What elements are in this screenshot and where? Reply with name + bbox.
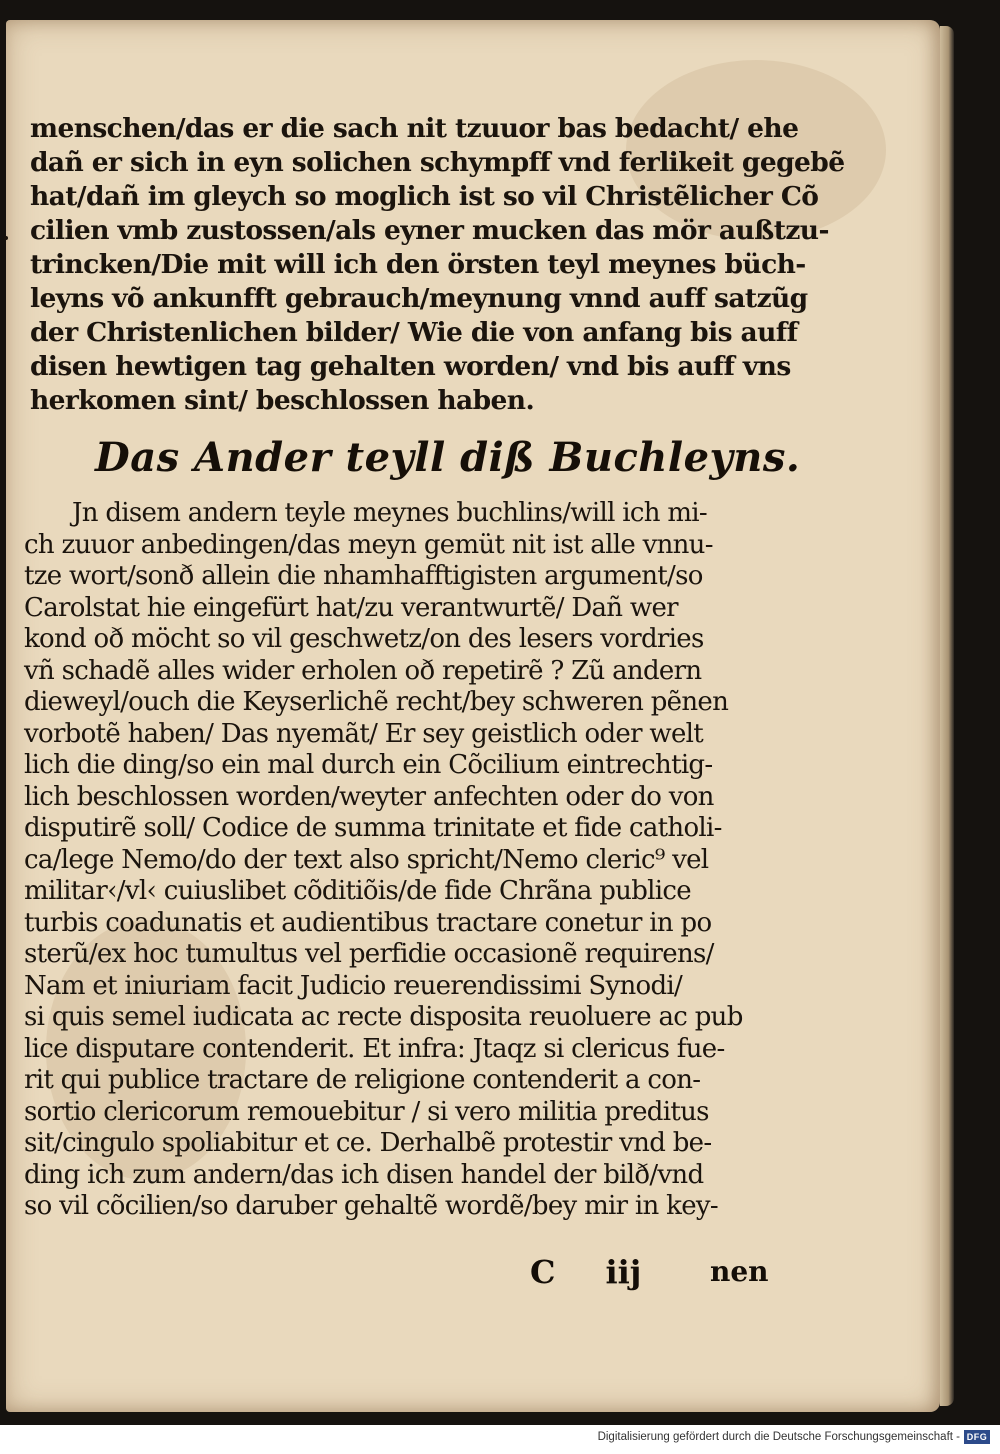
text-line: ca/lege Nemo/do der text also spricht/Nemo cleric⁹ vel <box>24 844 709 875</box>
text-line: ding ich zum andern/das ich disen handel der bilð/vnd <box>24 1159 704 1190</box>
text-line: disen hewtigen tag gehalten worden/ vnd bis auff vns <box>30 351 791 382</box>
signature-letter: C <box>530 1253 556 1291</box>
signature-number: iij <box>605 1253 642 1291</box>
catchword: nen <box>710 1255 769 1288</box>
text-line: sterũ/ex hoc tumultus vel perfidie occasionẽ requirens/ <box>24 939 714 969</box>
text-line: kond oð möcht so vil geschwetz/on des lesers vordries <box>24 624 704 654</box>
dfg-logo[interactable]: DFG <box>964 1430 990 1444</box>
body-text-block <box>24 498 804 1223</box>
text-line: ch zuuor anbedingen/das meyn gemüt nit ist alle vnnu- <box>24 529 713 560</box>
text-line: disputirẽ soll/ Codice de summa trinitate et fide catholi- <box>24 813 722 843</box>
signature-mark <box>530 1252 711 1292</box>
text-line: Jn disem andern teyle meynes buchlins/will ich mi- <box>72 498 707 528</box>
text-line: cilien vmb zustossen/als eyner mucken das mör außtzu- <box>30 215 829 246</box>
page-edge <box>940 26 954 1406</box>
section-heading: Das Ander teyll diß Buchleyns. <box>95 434 801 481</box>
text-line: leyns võ ankunfft gebrauch/meynung vnnd auff satzũg <box>30 283 808 314</box>
text-line: dañ er sich in eyn solichen schympff vnd ferlikeit gegebẽ <box>30 147 845 178</box>
text-line: lich die ding/so ein mal durch ein Cõcilium eintrechtig- <box>24 750 713 780</box>
text-line: vñ schadẽ alles wider erholen oð repetirẽ ? Zũ andern <box>24 655 702 686</box>
text-line: Carolstat hie eingefürt hat/zu verantwurtẽ/ Dañ wer <box>24 592 678 623</box>
text-line: so vil cõcilien/so daruber gehaltẽ wordẽ/bey mir in key- <box>24 1191 718 1221</box>
text-line: sit/cingulo spoliabitur et ce. Derhalbẽ protestir vnd be- <box>24 1128 712 1158</box>
text-line: menschen/das er die sach nit tzuuor bas bedacht/ ehe <box>30 113 799 144</box>
text-line: dieweyl/ouch die Keyserlichẽ recht/bey schweren pẽnen <box>24 687 729 717</box>
text-line: lich beschlossen worden/weyter anfechten oder do von <box>24 781 714 812</box>
text-line: herkomen sint/ beschlossen haben. <box>30 385 535 416</box>
text-line: lice disputare contenderit. Et infra: Jtaqz si clericus fue- <box>24 1033 725 1064</box>
text-line: rit qui publice tractare de religione contenderit a con- <box>24 1065 701 1095</box>
text-line: trincken/Die mit will ich den örsten teyl meynes büch- <box>30 249 806 280</box>
text-line: der Christenlichen bilder/ Wie die von anfang bis auff <box>30 317 798 348</box>
text-line: turbis coadunatis et audientibus tractare conetur in po <box>24 907 712 938</box>
margin-mark <box>4 236 8 240</box>
text-line: tze wort/sonð allein die nhamhafftigisten argument/so <box>24 561 703 591</box>
text-line: vorbotẽ haben/ Das nyemãt/ Er sey geistlich oder welt <box>24 718 703 749</box>
text-line: si quis semel iudicata ac recte disposita reuoluere ac pub <box>24 1002 743 1032</box>
text-line: militar‹/vl‹ cuiuslibet cõditiõis/de fide Chrãna publice <box>24 876 691 906</box>
text-line: sortio clericorum remouebitur / si vero militia preditus <box>24 1096 709 1127</box>
text-line: hat/dañ im gleych so moglich ist so vil Christẽlicher Cõ <box>30 181 819 212</box>
funding-credit: Digitalisierung gefördert durch die Deutsche Forschungsgemeinschaft - <box>597 1431 960 1443</box>
top-text-block <box>30 112 845 418</box>
text-line: Nam et iniuriam facit Judicio reuerendissimi Synodi/ <box>24 970 683 1001</box>
